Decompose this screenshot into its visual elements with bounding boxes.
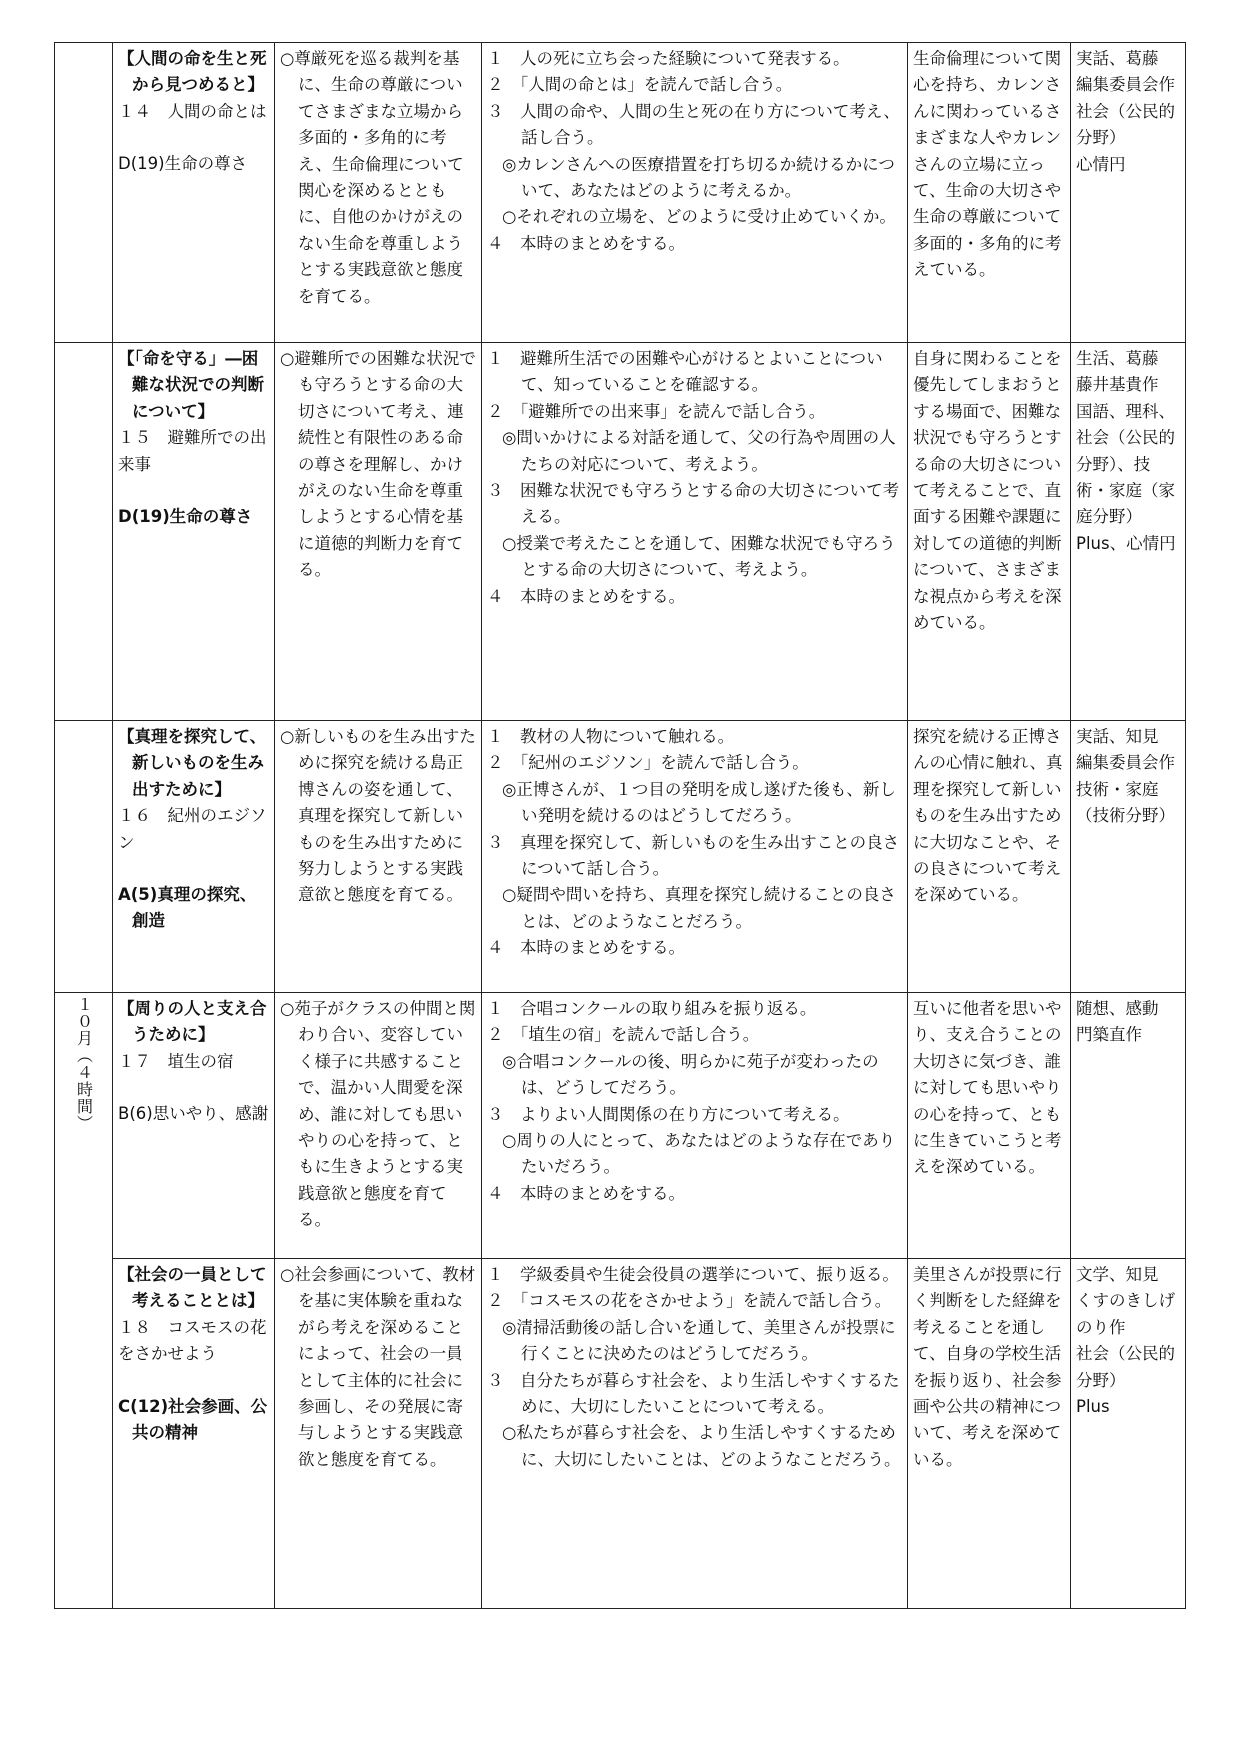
lesson-plan-table bbox=[54, 42, 1186, 1609]
note-item: 技術・家庭（技術分野） bbox=[1076, 779, 1175, 826]
value-item: D(19)生命の尊さ bbox=[118, 154, 248, 174]
topic-title: 【社会の一員として考えることとは】 bbox=[118, 1265, 267, 1311]
step-item: ３ 困難な状況でも守ろうとする命の大切さについて考える。 bbox=[487, 481, 900, 527]
step-item: ３ 真理を探究して、新しいものを生み出すことの良さについて話し合う。 bbox=[487, 832, 900, 879]
lesson-row-15 bbox=[55, 343, 1186, 721]
topic-cell bbox=[113, 343, 275, 721]
lesson-aim: ○尊厳死を巡る裁判を基に、生命の尊厳についてさまざまな立場から多面的・多角的に考え、生命倫理について関心を深めるとともに、自他のかけがえのない生命を尊重しようとする実践意欲と態度を育てる。 bbox=[280, 49, 464, 306]
note-item: 実話、知見 bbox=[1076, 727, 1159, 746]
question-item: ◎正博さんが、１つ目の発明を成し遂げた後も、新しい発明を続けるのはどうしてだろう。 bbox=[502, 779, 896, 826]
note-item: 心情円 bbox=[1076, 154, 1126, 174]
step-item: ４ 本時のまとめをする。 bbox=[487, 938, 685, 958]
note-item: くすのきしげのり作 bbox=[1076, 1291, 1175, 1337]
lesson-number-title: １６ 紀州のエジソン bbox=[118, 806, 267, 852]
step-item: ２ 「コスモスの花をさかせよう」を読んで話し合う。 bbox=[487, 1291, 892, 1311]
value-item: A(5)真理の探究、創造 bbox=[118, 885, 257, 931]
evaluation-cell bbox=[908, 343, 1071, 721]
lesson-number-title: １４ 人間の命とは bbox=[118, 101, 267, 121]
value-item: B(6)思いやり、感謝 bbox=[118, 1104, 269, 1124]
note-item: 随想、感動 bbox=[1076, 999, 1159, 1018]
notes-cell bbox=[1071, 1259, 1186, 1609]
question-item: ◎カレンさんへの医療措置を打ち切るか続けるかについて、あなたはどのように考えるか。 bbox=[502, 154, 895, 201]
value-item: D(19)生命の尊さ bbox=[118, 507, 253, 527]
step-item: ４ 本時のまとめをする。 bbox=[487, 233, 685, 253]
step-item: ２ 「人間の命とは」を読んで話し合う。 bbox=[487, 75, 793, 95]
lesson-row-17 bbox=[55, 993, 1186, 1259]
step-item: ２ 「避難所での出来事」を読んで話し合う。 bbox=[487, 401, 826, 421]
topic-cell bbox=[113, 43, 275, 343]
evaluation-text: 互いに他者を思いやり、支え合うことの大切さに気づき、誰に対しても思いやりの心を持って、ともに生きていこうと考えを深めている。 bbox=[913, 999, 1062, 1177]
note-item: 編集委員会作 bbox=[1076, 753, 1175, 773]
evaluation-cell bbox=[908, 1259, 1071, 1609]
question-item: ○私たちが暮らす社会を、より生活しやすくするために、大切にしたいことは、どのようなことだろう。 bbox=[502, 1423, 901, 1469]
aim-cell bbox=[275, 721, 482, 993]
topic-cell bbox=[113, 721, 275, 993]
step-item: １ 人の死に立ち会った経験について発表する。 bbox=[487, 49, 850, 68]
step-item: ２ 「埴生の宿」を読んで話し合う。 bbox=[487, 1025, 760, 1045]
note-item: 実話、葛藤 bbox=[1076, 49, 1159, 68]
step-item: ３ 人間の命や、人間の生と死の在り方について考え、話し合う。 bbox=[487, 101, 900, 148]
note-item: 文学、知見 bbox=[1076, 1265, 1159, 1284]
month-cell-empty bbox=[55, 343, 113, 721]
step-item: １ 合唱コンクールの取り組みを振り返る。 bbox=[487, 999, 817, 1018]
topic-title: 【「命を守る」―困難な状況での判断について】 bbox=[118, 349, 264, 421]
note-item: Plus、心情円 bbox=[1076, 533, 1176, 553]
question-item: ○授業で考えたことを通して、困難な状況でも守ろうとする命の大切さについて、考えよう。 bbox=[502, 533, 896, 580]
evaluation-cell bbox=[908, 721, 1071, 993]
step-item: １ 避難所生活での困難や心がけるとよいことについて、知っていることを確認する。 bbox=[487, 349, 883, 395]
topic-title: 【人間の命を生と死から見つめると】 bbox=[118, 49, 267, 95]
aim-cell bbox=[275, 1259, 482, 1609]
aim-cell bbox=[275, 43, 482, 343]
lesson-row-14 bbox=[55, 43, 1186, 343]
month-cell-october bbox=[55, 993, 113, 1609]
aim-cell bbox=[275, 343, 482, 721]
value-item: C(12)社会参画、公共の精神 bbox=[118, 1396, 268, 1443]
question-item: ○それぞれの立場を、どのように受け止めていくか。 bbox=[502, 207, 896, 227]
lesson-aim: ○新しいものを生み出すために探究を続ける島正博さんの姿を通して、真理を探究して新しいものを生み出すために努力しようとする実践意欲と態度を育てる。 bbox=[280, 727, 476, 905]
month-cell-empty bbox=[55, 721, 113, 993]
note-item: 社会（公民的分野） bbox=[1076, 1344, 1175, 1390]
step-item: ２ 「紀州のエジソン」を読んで話し合う。 bbox=[487, 753, 809, 773]
aim-cell bbox=[275, 993, 482, 1259]
steps-cell bbox=[482, 1259, 908, 1609]
question-item: ◎清掃活動後の話し合いを通して、美里さんが投票に行くことに決めたのはどうしてだろう。 bbox=[502, 1317, 896, 1364]
month-label: １０月（４時間） bbox=[74, 996, 94, 1132]
topic-title: 【真理を探究して、新しいものを生み出すために】 bbox=[118, 727, 267, 799]
question-item: ○周りの人にとって、あなたはどのような存在でありたいだろう。 bbox=[502, 1131, 896, 1177]
question-item: ◎合唱コンクールの後、明らかに苑子が変わったのは、どうしてだろう。 bbox=[502, 1051, 879, 1098]
evaluation-cell bbox=[908, 43, 1071, 343]
note-item: Plus bbox=[1076, 1397, 1110, 1417]
month-cell-empty bbox=[55, 43, 113, 343]
steps-cell bbox=[482, 43, 908, 343]
steps-cell bbox=[482, 993, 908, 1259]
notes-cell bbox=[1071, 43, 1186, 343]
lesson-number-title: １５ 避難所での出来事 bbox=[118, 428, 267, 474]
step-item: １ 学級委員や生徒会役員の選挙について、振り返る。 bbox=[487, 1265, 899, 1284]
lesson-aim: ○社会参画について、教材を基に実体験を重ねながら考えを深めることによって、社会の一員として主体的に社会に参画し、その発展に寄与しようとする実践意欲と態度を育てる。 bbox=[280, 1265, 476, 1469]
evaluation-text: 生命倫理について関心を持ち、カレンさんに関わっているさまざまな人やカレンさんの立場に立って、生命の大切さや生命の尊厳について多面的・多角的に考えている。 bbox=[913, 49, 1062, 280]
notes-cell bbox=[1071, 343, 1186, 721]
steps-cell bbox=[482, 721, 908, 993]
note-item: 編集委員会作 bbox=[1076, 75, 1175, 95]
step-item: ３ 自分たちが暮らす社会を、より生活しやすくするために、大切にしたいことについて考える。 bbox=[487, 1370, 900, 1417]
lesson-number-title: １７ 埴生の宿 bbox=[118, 1051, 234, 1071]
lesson-row-16 bbox=[55, 721, 1186, 993]
topic-cell bbox=[113, 993, 275, 1259]
steps-cell bbox=[482, 343, 908, 721]
evaluation-text: 探究を続ける正博さんの心情に触れ、真理を探究して新しいものを生み出すために大切なことや、その良さについて考えを深めている。 bbox=[913, 727, 1063, 905]
evaluation-cell bbox=[908, 993, 1071, 1259]
lesson-aim: ○避難所での困難な状況でも守ろうとする命の大切さについて考え、連続性と有限性のある命の尊さを理解し、かけがえのない生命を尊重しようとする心情を基に道徳的判断力を育てる。 bbox=[280, 349, 476, 580]
evaluation-text: 美里さんが投票に行く判断をした経緯を考えることを通して、自身の学校生活を振り返り、社会参画や公共の精神について、考えを深めている。 bbox=[913, 1265, 1062, 1469]
topic-title: 【周りの人と支え合うために】 bbox=[118, 999, 267, 1045]
step-item: ３ よりよい人間関係の在り方について考える。 bbox=[487, 1104, 850, 1124]
topic-cell bbox=[113, 1259, 275, 1609]
step-item: ４ 本時のまとめをする。 bbox=[487, 1183, 685, 1203]
notes-cell bbox=[1071, 993, 1186, 1259]
note-item: 社会（公民的分野） bbox=[1076, 101, 1175, 148]
question-item: ○疑問や問いを持ち、真理を探究し続けることの良さとは、どのようなことだろう。 bbox=[502, 885, 896, 931]
lesson-aim: ○苑子がクラスの仲間と関わり合い、変容していく様子に共感することで、温かい人間愛を深め、誰に対しても思いやりの心を持って、ともに生きようとする実践意欲と態度を育てる。 bbox=[280, 999, 476, 1230]
step-item: １ 教材の人物について触れる。 bbox=[487, 727, 735, 746]
note-item: 藤井基貴作 bbox=[1076, 375, 1159, 395]
note-item: 門築直作 bbox=[1076, 1025, 1142, 1045]
notes-cell bbox=[1071, 721, 1186, 993]
lesson-row-18 bbox=[55, 1259, 1186, 1609]
step-item: ４ 本時のまとめをする。 bbox=[487, 586, 685, 606]
note-item: 生活、葛藤 bbox=[1076, 349, 1159, 368]
question-item: ◎問いかけによる対話を通して、父の行為や周囲の人たちの対応について、考えよう。 bbox=[502, 428, 896, 474]
evaluation-text: 自身に関わることを優先してしまおうとする場面で、困難な状況でも守ろうとする命の大切さについて考えることで、直面する困難や課題に対しての道徳的判断について、さまざまな視点から考えを深めている。 bbox=[913, 349, 1062, 633]
lesson-number-title: １８ コスモスの花をさかせよう bbox=[118, 1317, 267, 1364]
note-item: 国語、理科、社会（公民的分野）、技術・家庭（家庭分野） bbox=[1076, 401, 1175, 527]
